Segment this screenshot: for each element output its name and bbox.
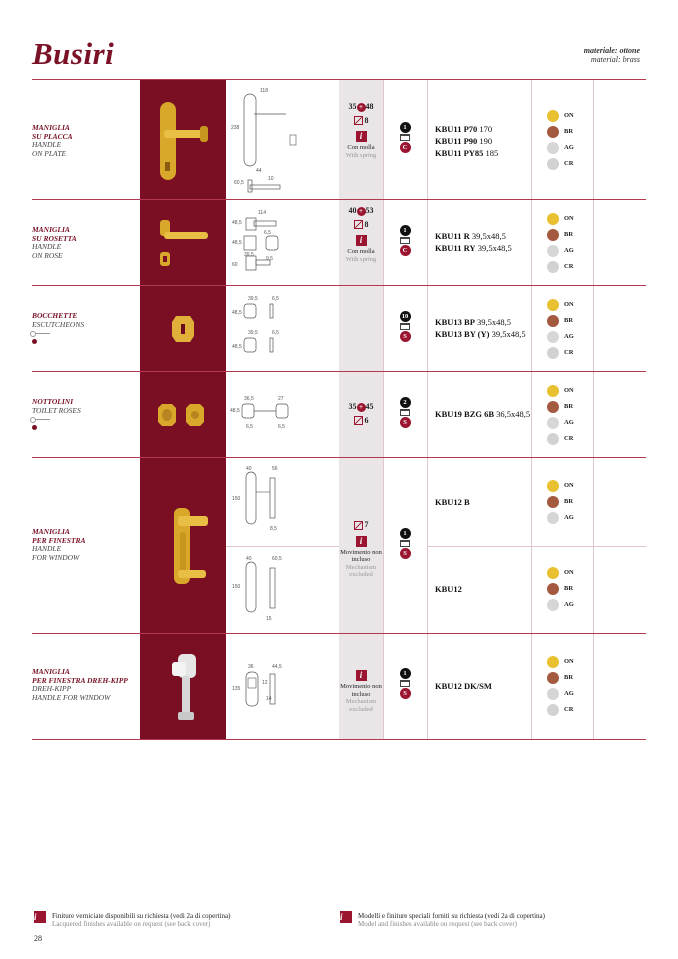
- info-icon: i: [34, 911, 46, 923]
- rose-cell: [339, 372, 384, 457]
- rose-cell: [339, 286, 384, 371]
- finish-swatch-cr: CR: [547, 431, 574, 447]
- rose-cell: [339, 634, 384, 739]
- dim-label: 27: [278, 396, 284, 402]
- key-icon: [32, 333, 50, 337]
- dim-label: 14: [266, 696, 272, 702]
- product-name: MANIGLIA SU PLACCA HANDLE ON PLATE: [32, 123, 73, 158]
- name-cell: [32, 80, 140, 199]
- finish-swatch-cr: CR: [547, 345, 574, 361]
- dim-label: 6,5: [272, 330, 279, 336]
- product-row-plate-handle: [32, 80, 646, 200]
- finish-swatch-br: BR: [547, 313, 574, 329]
- finish-swatch-ag: AG: [547, 686, 574, 702]
- product-code: KBU12: [435, 584, 462, 594]
- code-cell: [427, 200, 532, 285]
- screw-cell: [383, 200, 428, 285]
- dim-label: 150: [232, 496, 241, 502]
- dim-label: 48,5: [232, 240, 242, 246]
- info-icon: i: [356, 536, 367, 547]
- key-icon: [32, 419, 50, 423]
- info-icon: i: [356, 670, 367, 681]
- screw-icon: 1 S: [396, 528, 414, 559]
- product-name: MANIGLIA SU ROSETTA HANDLE ON ROSE: [32, 225, 77, 260]
- finishes-cell: [531, 80, 594, 199]
- finish-list: [547, 211, 574, 275]
- rose-cell: [339, 458, 384, 633]
- dim-label: 39,5: [248, 330, 258, 336]
- product-codes: KBU13 BP 39,5x48,5 KBU13 BY (Y) 39,5x48,5: [435, 317, 526, 339]
- footer-note-it: Finiture verniciate disponibili su richiesta (vedi 2a di copertina): [52, 912, 231, 920]
- dim-label: 114: [258, 210, 266, 216]
- finish-swatch-on: ON: [547, 654, 574, 670]
- screw-cell: [383, 372, 428, 457]
- page-number: 28: [34, 934, 42, 943]
- finishes-cell: [531, 634, 594, 739]
- finish-swatch-on: ON: [547, 108, 574, 124]
- info-icon: i: [356, 131, 367, 142]
- finish-swatch-cr: CR: [547, 156, 574, 172]
- product-photo: [140, 80, 226, 199]
- rose-info: 40 + 53 8 i Con molla With spring: [345, 206, 377, 263]
- finish-swatch-on: ON: [547, 565, 574, 581]
- screw-cell: [383, 286, 428, 371]
- dim-label: 36: [248, 664, 254, 670]
- code-cell: [427, 634, 532, 739]
- dim-label: 6,5: [278, 424, 285, 430]
- code-cell: [427, 80, 532, 199]
- dim-label: 6,5: [272, 296, 279, 302]
- dim-label: 10: [268, 176, 274, 182]
- name-cell: [32, 286, 140, 371]
- extra-cell: [593, 372, 646, 457]
- dim-label: 39,5: [244, 252, 254, 258]
- product-row-window-handle: [32, 458, 646, 634]
- screw-icon: 1 S: [396, 668, 414, 699]
- extra-cell: [593, 80, 646, 199]
- dim-label: 48,5: [230, 408, 240, 414]
- finish-swatch-on: ON: [547, 383, 574, 399]
- finish-swatch-on: ON: [547, 478, 574, 494]
- finish-swatch-ag: AG: [547, 329, 574, 345]
- name-cell: [32, 634, 140, 739]
- dim-label: 40: [246, 466, 252, 472]
- screw-icon: 1 C: [396, 225, 414, 256]
- finish-swatch-ag: AG: [547, 243, 574, 259]
- dim-label: 8,5: [270, 526, 277, 532]
- sub-divider: [226, 546, 339, 547]
- info-icon: i: [356, 235, 367, 246]
- material-it: materiale: ottone: [583, 46, 640, 55]
- finish-list: [547, 383, 574, 447]
- dim-label: 48,5: [232, 220, 242, 226]
- plus-icon: +: [357, 207, 366, 216]
- dim-label: 56: [272, 466, 278, 472]
- dim-label: 60,5: [272, 556, 282, 562]
- product-codes: KBU19 BZG 6B 36,5x48,5: [435, 409, 531, 419]
- extra-cell: [593, 634, 646, 739]
- plus-icon: +: [357, 103, 366, 112]
- finish-swatch-ag: AG: [547, 510, 574, 526]
- finish-swatch-br: BR: [547, 581, 574, 597]
- technical-drawing: [226, 200, 340, 285]
- material-en: material: brass: [590, 55, 640, 64]
- square-icon: [354, 220, 363, 229]
- product-name: NOTTOLINI TOILET ROSES: [32, 398, 81, 430]
- rose-info: 35 + 45 6: [348, 402, 374, 425]
- finish-swatch-br: BR: [547, 494, 574, 510]
- technical-drawing: [226, 634, 340, 739]
- dim-label: 135: [232, 686, 241, 692]
- finish-swatch-br: BR: [547, 399, 574, 415]
- technical-drawing: [226, 372, 340, 457]
- technical-drawing: [226, 546, 340, 633]
- finish-swatch-ag: AG: [547, 140, 574, 156]
- finish-swatch-cr: CR: [547, 702, 574, 718]
- material-info: [584, 46, 640, 64]
- dim-label: 6,5: [246, 424, 253, 430]
- screw-cell: [383, 634, 428, 739]
- finish-list-b: [547, 478, 574, 526]
- info-icon: i: [340, 911, 352, 923]
- technical-drawing: [226, 458, 340, 545]
- finish-swatch-on: ON: [547, 211, 574, 227]
- dreh-kipp-drawing: [226, 634, 339, 739]
- finish-swatch-cr: CR: [547, 259, 574, 275]
- rose-info: i Movimento non incluso Mechanism excluded: [340, 670, 382, 713]
- window-handle-b-drawing: [226, 458, 339, 545]
- rose-handle-image: [140, 200, 226, 285]
- product-photo: [140, 458, 226, 633]
- product-code-b: KBU12 B: [435, 497, 470, 507]
- key-dot-icon: [32, 339, 37, 344]
- finish-swatch-ag: AG: [547, 415, 574, 431]
- code-cell: [427, 372, 532, 457]
- square-icon: [354, 521, 363, 530]
- finish-swatch-on: ON: [547, 297, 574, 313]
- product-row-toilet-roses: [32, 372, 646, 458]
- screw-icon: 2 S: [396, 397, 414, 428]
- product-photo: [140, 634, 226, 739]
- screw-icon: 1 C: [396, 122, 414, 153]
- window-handle-image: [140, 458, 226, 633]
- brand-title: Busiri: [32, 36, 115, 71]
- finishes-cell: [531, 286, 594, 371]
- footer-note-en: Model and finishes available on request (see back cover): [358, 920, 517, 928]
- screw-cell: [383, 80, 428, 199]
- dim-label: 9,5: [266, 256, 273, 262]
- product-photo: [140, 372, 226, 457]
- key-dot-icon: [32, 425, 37, 430]
- sub-divider: [427, 546, 646, 547]
- square-icon: [354, 416, 363, 425]
- dim-label: 48,5: [232, 310, 242, 316]
- finishes-cell: [531, 200, 594, 285]
- code-cell: [427, 286, 532, 371]
- rose-info: 35 + 48 8 i Con molla With spring: [345, 102, 377, 159]
- extra-cell: [593, 286, 646, 371]
- finish-list: [547, 565, 574, 613]
- rose-cell: [339, 200, 384, 285]
- product-row-dreh-kipp: [32, 634, 646, 740]
- dim-label: 39,5: [248, 296, 258, 302]
- square-icon: [354, 116, 363, 125]
- name-cell: [32, 200, 140, 285]
- product-row-escutcheons: [32, 286, 646, 372]
- finish-list: [547, 654, 574, 718]
- dim-label: 60,5: [234, 180, 244, 186]
- finish-swatch-br: BR: [547, 670, 574, 686]
- footer-note-it: Modelli e finiture speciali forniti su richiesta (vedi 2a di copertina): [358, 912, 545, 920]
- dim-label: 44,5: [272, 664, 282, 670]
- escutcheon-image: [140, 286, 226, 371]
- finish-list: [547, 297, 574, 361]
- window-handle-drawing: [226, 546, 339, 633]
- dreh-kipp-image: [140, 634, 226, 739]
- dim-label: 48,5: [232, 344, 242, 350]
- product-name: MANIGLIA PER FINESTRA HANDLE FOR WINDOW: [32, 527, 86, 562]
- dim-label: 150: [232, 584, 241, 590]
- dim-label: 238: [231, 125, 240, 131]
- rose-cell: [339, 80, 384, 199]
- screw-icon: 10 S: [396, 311, 414, 342]
- dim-label: 36,5: [244, 396, 254, 402]
- dim-label: 44: [256, 168, 262, 174]
- dim-label: 15: [266, 616, 272, 622]
- plus-icon: +: [357, 403, 366, 412]
- name-cell: [32, 372, 140, 457]
- screw-cell: [383, 458, 428, 633]
- product-photo: [140, 200, 226, 285]
- extra-cell: [593, 200, 646, 285]
- finish-list: [547, 108, 574, 172]
- product-codes: KBU11 P70 170 KBU11 P90 190 KBU11 PY85 185: [435, 124, 499, 158]
- product-photo: [140, 286, 226, 371]
- product-codes: KBU12 DK/SM: [435, 681, 492, 691]
- product-codes: KBU11 R 39,5x48,5 KBU11 RY 39,5x48,5: [435, 231, 512, 253]
- finish-swatch-br: BR: [547, 227, 574, 243]
- finish-swatch-br: BR: [547, 124, 574, 140]
- toilet-rose-image: [140, 372, 226, 457]
- product-name: MANIGLIA PER FINESTRA DREH-KIPP DREH-KIPP HANDLE FOR WINDOW: [32, 667, 128, 702]
- dim-label: 118: [260, 88, 268, 94]
- escutcheon-drawing: [226, 286, 339, 371]
- name-cell: [32, 458, 140, 633]
- product-row-rose-handle: [32, 200, 646, 286]
- dim-label: 40: [246, 556, 252, 562]
- footer-note-en: Lacquered finishes available on request (see back cover): [52, 920, 211, 928]
- finishes-cell: [531, 372, 594, 457]
- dim-label: 12: [262, 680, 268, 686]
- plate-handle-image: [140, 80, 226, 199]
- dim-label: 6,5: [264, 230, 271, 236]
- rose-handle-drawing: [226, 200, 339, 285]
- technical-drawing: [226, 80, 340, 199]
- technical-drawing: [226, 286, 340, 371]
- dim-label: 60: [232, 262, 238, 268]
- rose-info: 7 i Movimento non incluso Mechanism excluded: [340, 520, 382, 579]
- toilet-rose-drawing: [226, 372, 339, 457]
- product-name: BOCCHETTE ESCUTCHEONS: [32, 312, 84, 344]
- finish-swatch-ag: AG: [547, 597, 574, 613]
